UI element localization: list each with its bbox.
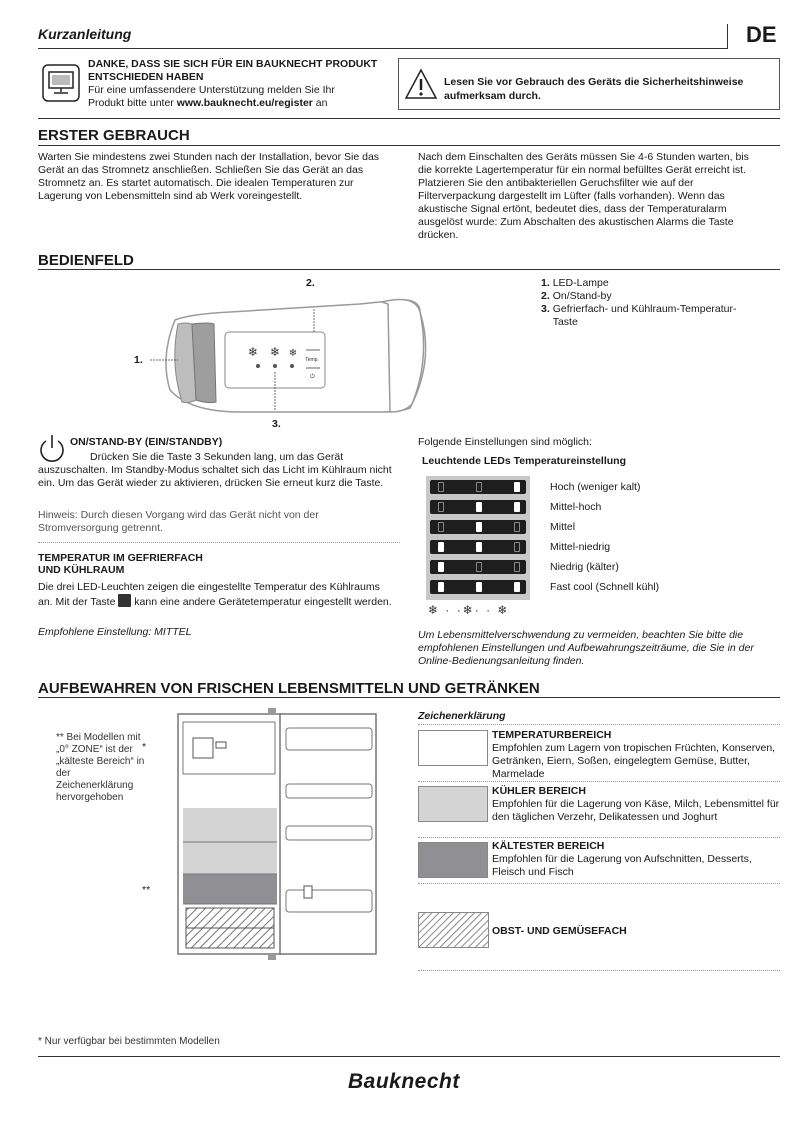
coldest-zone-title: KÄLTESTER BEREICH [492, 840, 605, 852]
legend-item-2: On/Stand-by [552, 290, 612, 302]
control-panel-heading: BEDIENFELD [38, 252, 134, 269]
dotted-divider [418, 781, 780, 782]
led-setting-label: Niedrig (kälter) [550, 561, 619, 573]
section-rule [38, 145, 780, 146]
led-off [438, 482, 444, 492]
settings-note: Um Lebensmittelverschwendung zu vermeiden, beachten Sie bitte die empfohlenen Einstellungen und Aufbewahrungszeiträume, die Sie in der Online-Bedienungsanleitung finden. [418, 629, 754, 667]
warning-icon [404, 68, 438, 100]
led-off [514, 542, 520, 552]
svg-text:⏻: ⏻ [310, 374, 315, 380]
led-row [430, 480, 526, 494]
led-setting-label: Fast cool (Schnell kühl) [550, 581, 660, 593]
panel-temp-label: Temp. [305, 357, 319, 363]
cooler-zone-swatch [418, 786, 488, 822]
legend-item-1: LED-Lampe [552, 277, 609, 289]
led-on [438, 582, 444, 592]
led-row [430, 540, 526, 554]
led-on [514, 482, 520, 492]
header-divider [727, 24, 728, 48]
led-off [514, 562, 520, 572]
led-row [430, 520, 526, 534]
led-on [438, 542, 444, 552]
cooler-zone-title: KÜHLER BEREICH [492, 785, 586, 797]
led-indicator-table [426, 476, 530, 600]
led-setting-label: Mittel [550, 521, 576, 533]
led-on [476, 522, 482, 532]
led-row [430, 580, 526, 594]
section-rule [38, 118, 780, 119]
svg-text:❄: ❄ [269, 345, 281, 359]
legend-item-3: Gefrierfach- und Kühlraum-Temperatur-Taste [552, 303, 737, 328]
led-setting-label: Mittel-hoch [550, 501, 602, 513]
cooler-zone-text: Empfohlen für die Lagerung von Käse, Milch, Lebensmittel für den täglichen Verzehr, Delikatessen und Joghurt [492, 798, 780, 823]
coldest-zone-swatch [418, 842, 488, 878]
led-setting-label: Mittel-niedrig [550, 541, 611, 553]
led-row [430, 560, 526, 574]
double-star-marker: ** [142, 884, 151, 896]
safety-warning-text: Lesen Sie vor Gebrauch des Geräts die Sicherheitshinweise aufmerksam durch. [444, 76, 744, 102]
callout-3: 3. [272, 418, 281, 430]
storage-heading: AUFBEWAHREN VON FRISCHEN LEBENSMITTELN UND GETRÄNKEN [38, 680, 540, 697]
callout-1: 1. [134, 354, 143, 366]
settings-intro: Folgende Einstellungen sind möglich: [418, 436, 592, 448]
document-title: Kurzanleitung [38, 26, 132, 42]
callout-2: 2. [306, 277, 315, 289]
led-off [438, 522, 444, 532]
fridge-storage-diagram [176, 708, 386, 970]
svg-text:❄: ❄ [288, 348, 298, 359]
led-off [514, 522, 520, 532]
dotted-divider [418, 883, 780, 884]
thanks-heading: DANKE, DASS SIE SICH FÜR EIN BAUKNECHT PRODUKT ENTSCHIEDEN HABEN [88, 58, 378, 83]
monitor-icon [42, 64, 80, 102]
dotted-divider [418, 970, 780, 971]
thanks-line-2-end: an [312, 97, 328, 109]
header-rule [38, 48, 728, 49]
first-use-col2: Nach dem Einschalten des Geräts müssen Sie 4-6 Stunden warten, bis die korrekte Lagertemperatur für ein normal befülltes Gerät erreicht ist. Platzieren Sie den antibakteriellen Geruchsfilter wie auf der Filterverpackung dargestellt im Lüfter (falls vorhanden). Wenn das akustische Signal ertönt, bedeutet dies, dass der Temperaturalarm ausgelöst wurde: Zum Abschalten des akustischen Alarms die Taste drücken. [418, 151, 749, 241]
dotted-divider [418, 724, 780, 725]
temperature-heading-1: TEMPERATUR IM GEFRIERFACH [38, 552, 203, 564]
section-rule [38, 269, 780, 270]
temperature-zone-title: TEMPERATURBEREICH [492, 729, 612, 741]
first-use-heading: ERSTER GEBRAUCH [38, 127, 190, 144]
language-code: DE [746, 22, 777, 47]
star-marker: * [142, 741, 147, 753]
register-link[interactable]: www.bauknecht.eu/register [176, 97, 313, 109]
settings-table-heading: Leuchtende LEDs Temperatureinstellung [422, 455, 627, 467]
led-on [476, 542, 482, 552]
led-on [476, 502, 482, 512]
standby-text: Drücken Sie die Taste 3 Sekunden lang, um das Gerät auszuschalten. Im Standby-Modus schaltet sich das Licht im Kühlraum nicht ein. Um das Gerät wieder zu aktivieren, drücken Sie erneut kurz die Taste. [38, 451, 392, 489]
temp-button-icon [118, 594, 131, 607]
thanks-line-1: Für eine umfassendere Unterstützung melden Sie Ihr [88, 84, 335, 96]
led-on [438, 562, 444, 572]
dotted-divider [418, 837, 780, 838]
led-off [438, 502, 444, 512]
temperature-heading-2: UND KÜHLRAUM [38, 564, 125, 576]
control-panel-illustration [130, 272, 450, 432]
led-row [430, 500, 526, 514]
dotted-divider [38, 542, 400, 543]
first-use-col1: Warten Sie mindestens zwei Stunden nach der Installation, bevor Sie das Gerät an das Stromnetz anschließen. Schließen Sie das Gerät an das Stromnetz an. Es startet automatisch. Die idealen Temperaturen zur Lagerung von Lebensmitteln sind ab Werk voreingestellt. [38, 151, 380, 202]
panel-legend: 1. LED-Lampe 2. On/Stand-by 3. Gefrierfach- und Kühlraum-Temperatur-Taste [541, 277, 771, 329]
coldest-zone-text: Empfohlen für die Lagerung von Aufschnitten, Desserts, Fleisch und Fisch [492, 853, 752, 878]
thanks-line-2: Produkt bitte unter [88, 97, 177, 109]
led-off [476, 482, 482, 492]
led-setting-label: Hoch (weniger kalt) [550, 481, 641, 493]
led-on [514, 582, 520, 592]
recommended-setting: Empfohlene Einstellung: MITTEL [38, 626, 192, 638]
temperature-zone-swatch [418, 730, 488, 766]
brand-logo: Bauknecht [348, 1070, 460, 1093]
led-off [476, 562, 482, 572]
temperature-text: Die drei LED-Leuchten zeigen die eingestellte Temperatur des Kühlraums an. Mit der Taste kann eine andere Gerätetemperatur eingestellt werden. [38, 581, 392, 608]
led-on [514, 502, 520, 512]
fruit-vegetable-title: OBST- UND GEMÜSEFACH [492, 925, 627, 937]
temperature-zone-text: Empfohlen zum Lagern von tropischen Früchten, Konserven, Getränken, Eiern, Soßen, eingelegtem Gemüse, Butter, Marmelade [492, 742, 776, 780]
thanks-text [88, 84, 398, 110]
footer-rule [38, 1056, 780, 1057]
svg-text:❄: ❄ [247, 345, 259, 359]
led-on [476, 582, 482, 592]
standby-heading: ON/STAND-BY (EIN/STANDBY) [70, 436, 223, 448]
standby-note: Hinweis: Durch diesen Vorgang wird das Gerät nicht von der Stromversorgung getrennt. [38, 509, 319, 534]
footer-note: * Nur verfügbar bei bestimmten Modellen [38, 1036, 220, 1047]
section-rule [38, 697, 780, 698]
zero-zone-note: ** Bei Modellen mit „0° ZONE“ ist der „kälteste Bereich“ in der Zeichenerklärung hervorgehoben [56, 732, 145, 803]
legend-title: Zeichenerklärung [418, 710, 506, 722]
snowflake-icons: ❄ · ·❄· · ❄ [428, 603, 510, 617]
fruit-vegetable-swatch [418, 912, 490, 948]
